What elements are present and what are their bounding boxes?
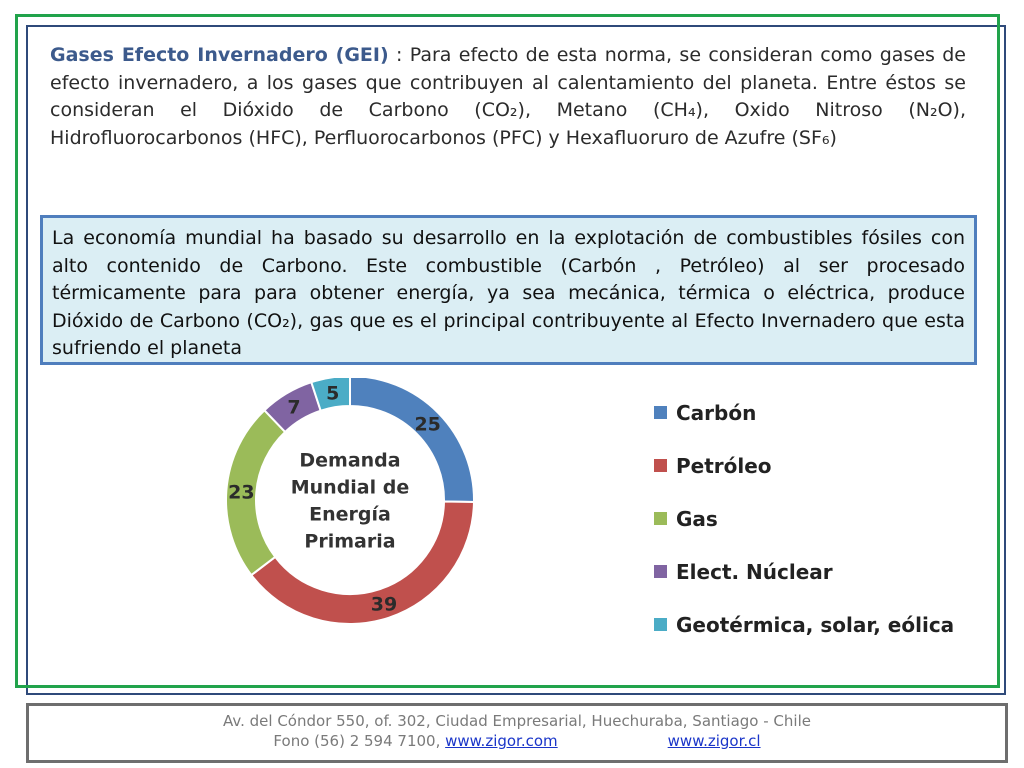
footer-phone: Fono (56) 2 594 7100, [273,732,446,750]
footer-address: Av. del Cóndor 550, of. 302, Ciudad Empresarial, Huechuraba, Santiago - Chile [223,712,811,730]
gei-definition-text: : Para efecto de esta norma, se consideran como gases de efecto invernadero, a los gases que contribuyen al calentamiento del planeta. Entre éstos se consideran el Dióxido de Carbono (CO₂), Metano (CH₄), Oxido Nitroso (N₂O), Hidrofluorocarbonos (HFC), Perfluorocarbonos (PFC) y Hexafluoruro de Azufre (SF₆) [50,44,966,149]
gei-term: Gases Efecto Invernadero (GEI) [50,44,389,66]
center-title-line: Demanda [299,449,401,472]
energy-demand-doughnut-chart [210,378,490,648]
legend-swatch [654,565,667,578]
doughnut-center-title [291,450,410,553]
footer-contact [29,732,1005,751]
center-title-line: Mundial de [290,476,410,499]
legend-label: Elect. Núclear [676,560,833,584]
legend-swatch [654,618,667,631]
legend-label: Carbón [676,401,757,425]
gei-definition [50,42,966,152]
chart-legend [654,398,984,658]
economy-callout-box [40,215,977,365]
center-title-line: Primaria [304,530,396,553]
data-label-geotermica-solar-eolica: 5 [326,382,340,405]
legend-swatch [654,512,667,525]
legend-label: Geotérmica, solar, eólica [676,613,955,637]
legend-label: Gas [676,507,718,531]
legend-label: Petróleo [676,454,772,478]
legend-swatch [654,406,667,419]
data-label-petroleo: 39 [370,593,398,616]
legend-swatch [654,459,667,472]
economy-text: La economía mundial ha basado su desarrollo en la explotación de combustibles fósiles con alto contenido de Carbono. Este combustible (Carbón , Petróleo) al ser procesado térmicamente para para obtener energía, ya sea mecánica, térmica o eléctrica, produce Dióxido de Carbono (CO₂), gas que es el principal contribuyente al Efecto Invernadero que esta sufriendo el planeta [52,227,965,359]
center-title-line: Energía [309,503,391,526]
footer [26,703,1008,763]
data-label-gas: 23 [228,481,255,504]
data-label-carbon: 25 [414,413,441,436]
footer-link-zigor-cl[interactable]: www.zigor.cl [667,732,761,750]
data-label-elect-nuclear: 7 [287,396,301,419]
footer-link-zigor-com[interactable]: www.zigor.com [445,732,558,750]
